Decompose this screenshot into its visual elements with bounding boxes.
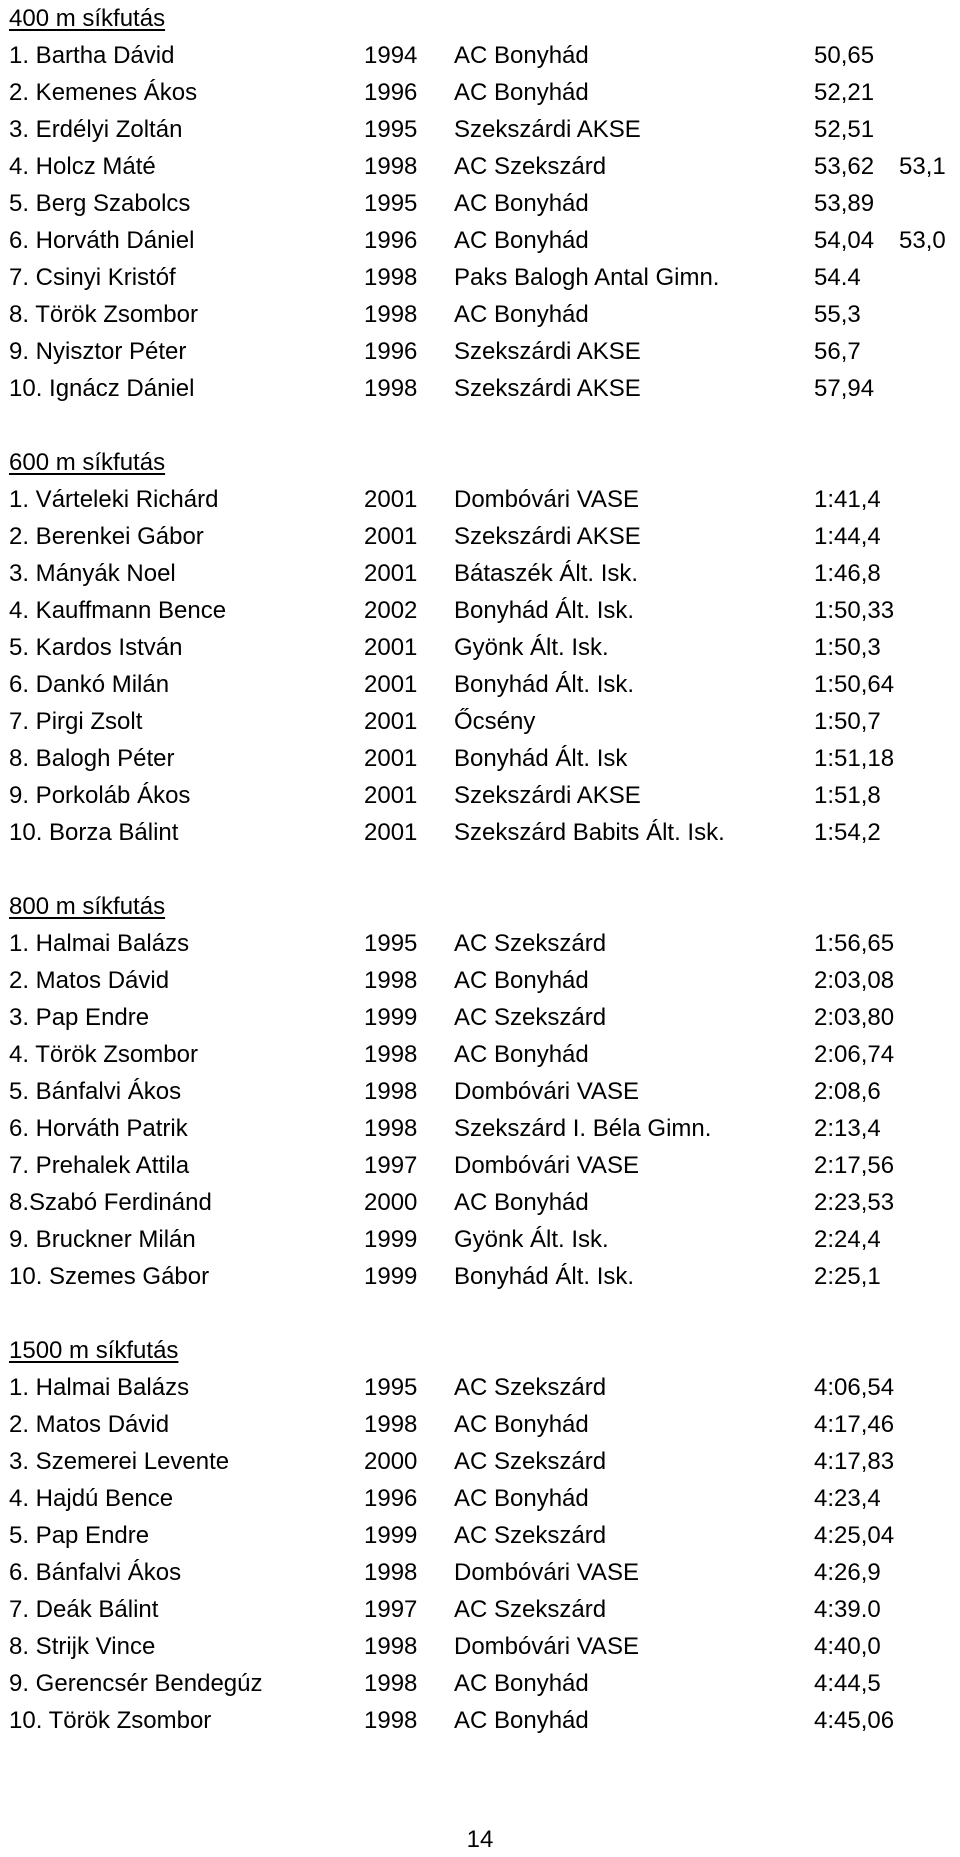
result-time: 1:50,3 xyxy=(814,634,881,661)
birth-year: 2000 xyxy=(364,1189,418,1216)
club-name: AC Szekszárd xyxy=(454,1374,607,1401)
birth-year: 2001 xyxy=(364,634,418,661)
result-row xyxy=(9,370,959,407)
birth-year: 1998 xyxy=(364,1078,418,1105)
athlete-name: 3. Pap Endre xyxy=(9,1004,150,1031)
result-row xyxy=(9,1480,959,1517)
club-name: AC Bonyhád xyxy=(454,967,589,994)
extra-time: 53,1 xyxy=(899,153,946,180)
result-time: 55,3 xyxy=(814,301,861,328)
result-time: 54.4 xyxy=(814,264,861,291)
birth-year: 1996 xyxy=(364,1485,418,1512)
extra-time: 53,0 xyxy=(899,227,946,254)
birth-year: 1996 xyxy=(364,79,418,106)
result-time: 1:56,65 xyxy=(814,930,895,957)
athlete-name: 4. Hajdú Bence xyxy=(9,1485,174,1512)
athlete-name: 9. Porkoláb Ákos xyxy=(9,782,191,809)
athlete-name: 2. Berenkei Gábor xyxy=(9,523,204,550)
athlete-name: 4. Török Zsombor xyxy=(9,1041,198,1068)
section-title: 800 m síkfutás xyxy=(9,893,166,920)
result-time: 4:44,5 xyxy=(814,1670,881,1697)
club-name: AC Bonyhád xyxy=(454,1411,589,1438)
birth-year: 1996 xyxy=(364,338,418,365)
birth-year: 2001 xyxy=(364,671,418,698)
result-time: 50,65 xyxy=(814,42,875,69)
birth-year: 2002 xyxy=(364,597,418,624)
athlete-name: 9. Bruckner Milán xyxy=(9,1226,196,1253)
result-time: 2:13,4 xyxy=(814,1115,881,1142)
club-name: Szekszárdi AKSE xyxy=(454,782,641,809)
result-time: 54,04 xyxy=(814,227,875,254)
result-row xyxy=(9,1073,959,1110)
athlete-name: 8. Strijk Vince xyxy=(9,1633,156,1660)
result-time: 2:03,08 xyxy=(814,967,895,994)
birth-year: 2001 xyxy=(364,708,418,735)
birth-year: 2001 xyxy=(364,745,418,772)
club-name: Szekszárdi AKSE xyxy=(454,523,641,550)
result-time: 4:40,0 xyxy=(814,1633,881,1660)
club-name: AC Szekszárd xyxy=(454,153,607,180)
club-name: Szekszárdi AKSE xyxy=(454,375,641,402)
result-time: 4:26,9 xyxy=(814,1559,881,1586)
club-name: AC Szekszárd xyxy=(454,1004,607,1031)
result-row xyxy=(9,1369,959,1406)
birth-year: 1998 xyxy=(364,264,418,291)
athlete-name: 1. Bartha Dávid xyxy=(9,42,175,69)
result-row xyxy=(9,1258,959,1295)
result-time: 1:50,33 xyxy=(814,597,895,624)
result-time: 1:50,7 xyxy=(814,708,881,735)
result-row xyxy=(9,185,959,222)
result-row xyxy=(9,148,959,185)
result-time: 1:54,2 xyxy=(814,819,881,846)
birth-year: 1998 xyxy=(364,1707,418,1734)
result-row xyxy=(9,518,959,555)
result-row xyxy=(9,1221,959,1258)
club-name: AC Szekszárd xyxy=(454,1596,607,1623)
results-list xyxy=(9,37,959,407)
section-400m xyxy=(9,0,959,407)
birth-year: 2001 xyxy=(364,486,418,513)
athlete-name: 7. Csinyi Kristóf xyxy=(9,264,176,291)
page-number: 14 xyxy=(466,1826,494,1853)
result-time: 4:17,83 xyxy=(814,1448,895,1475)
result-time: 2:08,6 xyxy=(814,1078,881,1105)
club-name: AC Bonyhád xyxy=(454,79,589,106)
athlete-name: 6. Horváth Patrik xyxy=(9,1115,188,1142)
birth-year: 1998 xyxy=(364,1411,418,1438)
athlete-name: 8.Szabó Ferdinánd xyxy=(9,1189,212,1216)
section-800m xyxy=(9,888,959,1295)
birth-year: 1998 xyxy=(364,153,418,180)
result-row xyxy=(9,777,959,814)
result-row xyxy=(9,1554,959,1591)
result-time: 57,94 xyxy=(814,375,875,402)
result-row xyxy=(9,1184,959,1221)
result-row xyxy=(9,1702,959,1739)
section-title: 1500 m síkfutás xyxy=(9,1337,179,1364)
result-row xyxy=(9,1406,959,1443)
athlete-name: 7. Deák Bálint xyxy=(9,1596,159,1623)
club-name: Bátaszék Ált. Isk. xyxy=(454,560,639,587)
result-time: 4:39.0 xyxy=(814,1596,881,1623)
athlete-name: 8. Török Zsombor xyxy=(9,301,198,328)
result-row xyxy=(9,1147,959,1184)
club-name: AC Bonyhád xyxy=(454,1670,589,1697)
birth-year: 1998 xyxy=(364,1559,418,1586)
birth-year: 1998 xyxy=(364,1041,418,1068)
birth-year: 1996 xyxy=(364,227,418,254)
athlete-name: 5. Berg Szabolcs xyxy=(9,190,191,217)
results-list xyxy=(9,1369,959,1739)
club-name: Bonyhád Ált. Isk. xyxy=(454,1263,635,1290)
birth-year: 1998 xyxy=(364,375,418,402)
result-row xyxy=(9,37,959,74)
birth-year: 1999 xyxy=(364,1226,418,1253)
athlete-name: 6. Dankó Milán xyxy=(9,671,170,698)
club-name: Dombóvári VASE xyxy=(454,1633,639,1660)
result-row xyxy=(9,111,959,148)
athlete-name: 4. Kauffmann Bence xyxy=(9,597,227,624)
club-name: Bonyhád Ált. Isk. xyxy=(454,671,635,698)
club-name: Szekszárdi AKSE xyxy=(454,116,641,143)
result-row xyxy=(9,1665,959,1702)
club-name: AC Szekszárd xyxy=(454,1522,607,1549)
result-time: 4:06,54 xyxy=(814,1374,895,1401)
athlete-name: 7. Prehalek Attila xyxy=(9,1152,190,1179)
result-time: 1:51,8 xyxy=(814,782,881,809)
club-name: Dombóvári VASE xyxy=(454,1078,639,1105)
athlete-name: 10. Ignácz Dániel xyxy=(9,375,195,402)
club-name: AC Bonyhád xyxy=(454,227,589,254)
result-row xyxy=(9,259,959,296)
birth-year: 1995 xyxy=(364,1374,418,1401)
result-time: 52,51 xyxy=(814,116,875,143)
athlete-name: 10. Szemes Gábor xyxy=(9,1263,210,1290)
birth-year: 1998 xyxy=(364,967,418,994)
athlete-name: 9. Gerencsér Bendegúz xyxy=(9,1670,263,1697)
result-row xyxy=(9,1628,959,1665)
result-time: 2:06,74 xyxy=(814,1041,895,1068)
result-time: 4:23,4 xyxy=(814,1485,881,1512)
club-name: AC Szekszárd xyxy=(454,930,607,957)
birth-year: 1999 xyxy=(364,1263,418,1290)
athlete-name: 3. Szemerei Levente xyxy=(9,1448,230,1475)
result-row xyxy=(9,333,959,370)
club-name: Dombóvári VASE xyxy=(454,486,639,513)
athlete-name: 2. Matos Dávid xyxy=(9,967,170,994)
club-name: Dombóvári VASE xyxy=(454,1559,639,1586)
section-600m xyxy=(9,444,959,851)
result-row xyxy=(9,814,959,851)
club-name: AC Szekszárd xyxy=(454,1448,607,1475)
club-name: Gyönk Ált. Isk. xyxy=(454,1226,609,1253)
birth-year: 2001 xyxy=(364,560,418,587)
result-row xyxy=(9,962,959,999)
birth-year: 1999 xyxy=(364,1004,418,1031)
result-row xyxy=(9,1036,959,1073)
club-name: Szekszárd Babits Ált. Isk. xyxy=(454,819,725,846)
result-row xyxy=(9,1517,959,1554)
birth-year: 1994 xyxy=(364,42,418,69)
birth-year: 1995 xyxy=(364,190,418,217)
result-time: 56,7 xyxy=(814,338,861,365)
athlete-name: 1. Halmai Balázs xyxy=(9,1374,190,1401)
result-row xyxy=(9,555,959,592)
club-name: Dombóvári VASE xyxy=(454,1152,639,1179)
result-time: 2:03,80 xyxy=(814,1004,895,1031)
result-time: 4:17,46 xyxy=(814,1411,895,1438)
athlete-name: 3. Mányák Noel xyxy=(9,560,176,587)
birth-year: 2001 xyxy=(364,819,418,846)
result-row xyxy=(9,999,959,1036)
athlete-name: 1. Halmai Balázs xyxy=(9,930,190,957)
result-time: 52,21 xyxy=(814,79,875,106)
birth-year: 2001 xyxy=(364,782,418,809)
athlete-name: 8. Balogh Péter xyxy=(9,745,175,772)
result-time: 2:23,53 xyxy=(814,1189,895,1216)
result-row xyxy=(9,629,959,666)
result-row xyxy=(9,592,959,629)
athlete-name: 6. Horváth Dániel xyxy=(9,227,195,254)
result-time: 1:44,4 xyxy=(814,523,881,550)
club-name: AC Bonyhád xyxy=(454,190,589,217)
result-time: 2:24,4 xyxy=(814,1226,881,1253)
result-row xyxy=(9,740,959,777)
club-name: AC Bonyhád xyxy=(454,1041,589,1068)
birth-year: 1998 xyxy=(364,1633,418,1660)
athlete-name: 9. Nyisztor Péter xyxy=(9,338,187,365)
section-1500m xyxy=(9,1332,959,1739)
result-time: 1:51,18 xyxy=(814,745,895,772)
result-time: 4:45,06 xyxy=(814,1707,895,1734)
athlete-name: 3. Erdélyi Zoltán xyxy=(9,116,183,143)
section-title: 600 m síkfutás xyxy=(9,449,166,476)
athlete-name: 5. Bánfalvi Ákos xyxy=(9,1078,182,1105)
club-name: AC Bonyhád xyxy=(454,42,589,69)
result-row xyxy=(9,1110,959,1147)
result-row xyxy=(9,1591,959,1628)
birth-year: 2001 xyxy=(364,523,418,550)
birth-year: 1999 xyxy=(364,1522,418,1549)
result-row xyxy=(9,74,959,111)
result-row xyxy=(9,703,959,740)
birth-year: 1995 xyxy=(364,930,418,957)
result-row xyxy=(9,481,959,518)
result-time: 1:41,4 xyxy=(814,486,881,513)
club-name: AC Bonyhád xyxy=(454,301,589,328)
birth-year: 1998 xyxy=(364,1670,418,1697)
club-name: Szekszárd I. Béla Gimn. xyxy=(454,1115,712,1142)
result-time: 1:46,8 xyxy=(814,560,881,587)
result-row xyxy=(9,666,959,703)
birth-year: 1998 xyxy=(364,301,418,328)
club-name: Őcsény xyxy=(454,708,536,735)
club-name: AC Bonyhád xyxy=(454,1189,589,1216)
athlete-name: 5. Kardos István xyxy=(9,634,183,661)
athlete-name: 2. Kemenes Ákos xyxy=(9,79,198,106)
results-list xyxy=(9,925,959,1295)
athlete-name: 1. Várteleki Richárd xyxy=(9,486,219,513)
result-row xyxy=(9,222,959,259)
athlete-name: 5. Pap Endre xyxy=(9,1522,150,1549)
athlete-name: 10. Borza Bálint xyxy=(9,819,179,846)
birth-year: 1997 xyxy=(364,1152,418,1179)
result-time: 53,89 xyxy=(814,190,875,217)
birth-year: 1998 xyxy=(364,1115,418,1142)
athlete-name: 10. Török Zsombor xyxy=(9,1707,212,1734)
athlete-name: 6. Bánfalvi Ákos xyxy=(9,1559,182,1586)
club-name: Gyönk Ált. Isk. xyxy=(454,634,609,661)
birth-year: 1995 xyxy=(364,116,418,143)
club-name: Paks Balogh Antal Gimn. xyxy=(454,264,720,291)
birth-year: 2000 xyxy=(364,1448,418,1475)
athlete-name: 7. Pirgi Zsolt xyxy=(9,708,143,735)
result-time: 53,62 xyxy=(814,153,875,180)
club-name: AC Bonyhád xyxy=(454,1485,589,1512)
result-row xyxy=(9,1443,959,1480)
club-name: Bonyhád Ált. Isk xyxy=(454,745,628,772)
result-row xyxy=(9,296,959,333)
athlete-name: 4. Holcz Máté xyxy=(9,153,156,180)
birth-year: 1997 xyxy=(364,1596,418,1623)
club-name: AC Bonyhád xyxy=(454,1707,589,1734)
result-time: 1:50,64 xyxy=(814,671,895,698)
result-time: 2:25,1 xyxy=(814,1263,881,1290)
results-list xyxy=(9,481,959,851)
club-name: Bonyhád Ált. Isk. xyxy=(454,597,635,624)
result-row xyxy=(9,925,959,962)
result-time: 2:17,56 xyxy=(814,1152,895,1179)
club-name: Szekszárdi AKSE xyxy=(454,338,641,365)
athlete-name: 2. Matos Dávid xyxy=(9,1411,170,1438)
result-time: 4:25,04 xyxy=(814,1522,895,1549)
section-title: 400 m síkfutás xyxy=(9,5,166,32)
